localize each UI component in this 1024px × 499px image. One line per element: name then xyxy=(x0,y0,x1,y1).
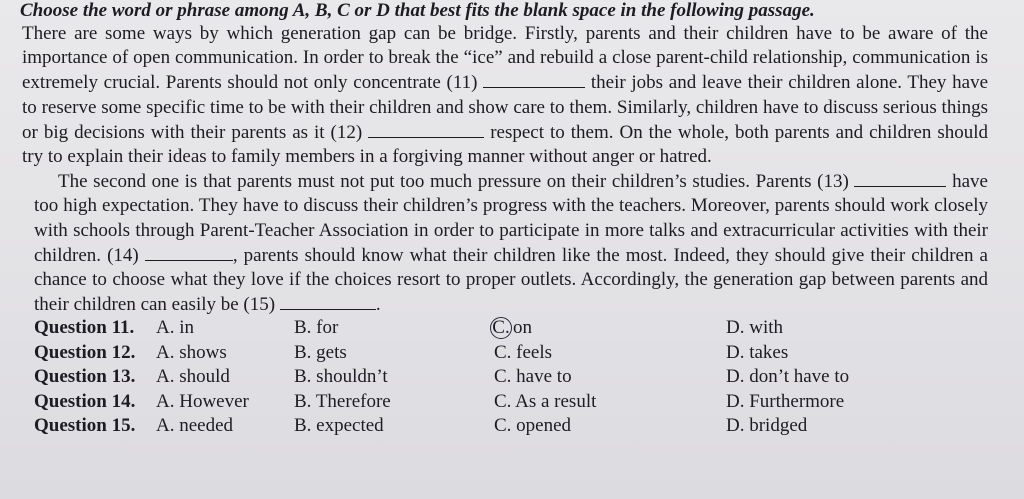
paragraph-2-text-3: , parents should know what their children like the most. Indeed, they should give their children a chance to choose what they love if the choices resort to proper outlets. Accordingly, the generation gap between parents and their children can easily be (15) xyxy=(34,244,988,316)
circled-answer-mark: C. xyxy=(490,317,512,339)
option-c: C. As a result xyxy=(494,390,597,412)
option-b: B. Therefore xyxy=(294,390,391,412)
paragraph-2-text-1: The second one is that parents must not put too much pressure on their children’s studies. Parents (13) xyxy=(58,171,855,193)
blank-14 xyxy=(145,243,233,261)
instruction: Choose the word or phrase among A, B, C or D that best fits the blank space in the following passage. xyxy=(20,0,815,21)
option-b: B. gets xyxy=(294,341,347,363)
question-row-11 xyxy=(34,317,849,342)
question-row-15 xyxy=(34,415,849,440)
question-label: Question 13. xyxy=(34,366,136,388)
option-b: B. for xyxy=(294,317,339,339)
paragraph-1-text-2: their jobs and leave their children alone. They have to reserve some specific time to be with their children and show care to them. Similarly, children have to discuss serious things or big decisions with their parents as it (12) xyxy=(22,72,989,143)
blank-12 xyxy=(368,120,484,138)
blank-15 xyxy=(280,292,376,310)
option-c: C. feels xyxy=(494,341,553,363)
option-c: C. have to xyxy=(494,366,572,388)
option-d: D. don’t have to xyxy=(726,366,850,388)
option-b: B. expected xyxy=(294,415,384,437)
blank-13 xyxy=(854,169,946,187)
question-row-12 xyxy=(34,342,849,367)
paragraph-2-text-4: . xyxy=(375,294,381,316)
question-label: Question 12. xyxy=(34,341,136,363)
option-a: A. should xyxy=(156,366,230,388)
blank-11 xyxy=(483,70,585,88)
option-d: D. with xyxy=(726,317,783,339)
option-d: D. takes xyxy=(726,341,789,363)
questions-table xyxy=(34,317,849,440)
paragraph-1 xyxy=(22,22,988,169)
paragraph-2-text-2: have too high expectation. They have to discuss their children’s progress with the teachers. Moreover, parents should work closely with schools through Parent-Teacher Association in order to participate in more talks and extracurricular activities with their children. (14) xyxy=(34,171,988,266)
question-label: Question 15. xyxy=(34,415,136,437)
option-b: B. shouldn’t xyxy=(294,366,388,388)
option-a: A. needed xyxy=(156,415,234,437)
paragraph-1-text-3: respect to them. On the whole, both parents and children should try to explain their ideas to family members in a forgiving manner without anger or hatred. xyxy=(22,121,988,168)
option-d: D. Furthermore xyxy=(726,390,845,412)
option-c xyxy=(494,317,726,342)
option-a: A. shows xyxy=(156,341,227,363)
option-a: A. in xyxy=(156,317,194,339)
paragraph-1-text-1: There are some ways by which generation gap can be bridge. Firstly, parents and their children have to be aware of the importance of open communication. In order to break the “ice” and rebuild a close parent-child relationship, communication is extremely crucial. Parents should not only concentrate (11) xyxy=(22,23,988,94)
option-c-text: on xyxy=(513,317,532,339)
question-label: Question 11. xyxy=(34,317,135,339)
question-row-14 xyxy=(34,391,849,416)
question-row-13 xyxy=(34,366,849,391)
question-label: Question 14. xyxy=(34,390,136,412)
option-d: D. bridged xyxy=(726,415,808,437)
option-a: A. However xyxy=(156,390,249,412)
option-c: C. opened xyxy=(494,415,572,437)
paragraph-2 xyxy=(34,169,988,317)
